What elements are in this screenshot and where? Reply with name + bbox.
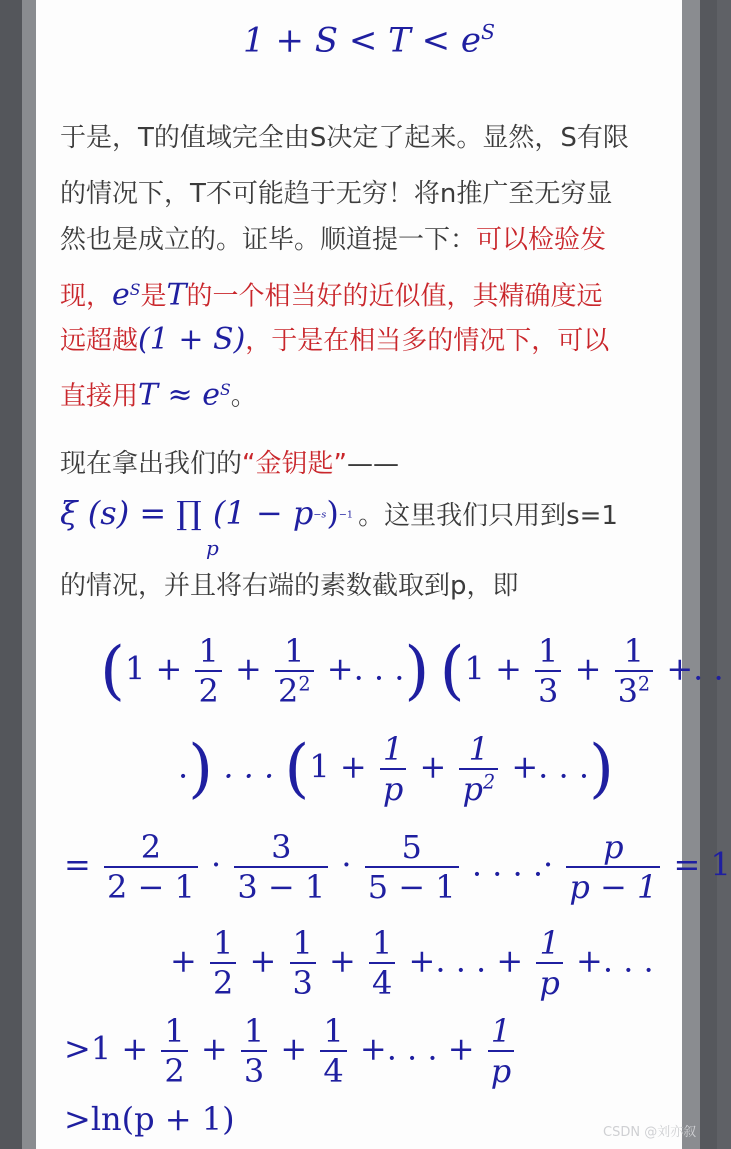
right-frame-inner xyxy=(682,0,700,1149)
eq-row2: .) . . . (1 + $\frac{1}{p}$ + $\frac{1}{p^2}$ +. . .) xyxy=(178,730,614,808)
article-page xyxy=(36,0,731,1149)
para1-line5: 远超越(1 + S)，于是在相当多的情况下，可以 xyxy=(60,322,610,357)
left-frame xyxy=(0,0,22,1149)
eq-row4: + $\frac{1}{2}$ + $\frac{1}{3}$ + $\frac{1}{4}$ +. . . + $\frac{1}{p}$ +. . . xyxy=(170,924,654,1002)
csdn-watermark: CSDN @刘亦叙 xyxy=(603,1125,697,1140)
left-frame-inner xyxy=(22,0,36,1149)
eq-row3: = $\frac{2}{2 - 1}$ · $\frac{3}{3 - 1}$ · $\frac{5}{5 - 1}$ . . . .· $\frac{p}{p - 1}$ = 1 xyxy=(64,828,731,906)
para2-line1: 现在拿出我们的“金钥匙”—— xyxy=(60,449,399,479)
right-frame xyxy=(700,0,717,1149)
zeta-formula-line: ξ (s) = ∏ p $(1 - p^{-s})^{-1}$ 。这里我们只用到s=1 xyxy=(60,494,618,560)
eq-row5: >1 + $\frac{1}{2}$ + $\frac{1}{3}$ + $\frac{1}{4}$ +. . . + $\frac{1}{p}$ xyxy=(64,1012,517,1090)
eq-row6: >ln(p + 1) xyxy=(64,1100,235,1138)
para1-line2: 的情况下，T不可能趋于无穷！将n推广至无穷显 xyxy=(60,179,613,209)
para1-line6: 直接用$T \approx e^S$。 xyxy=(60,377,257,413)
formula-top: $1 + S < T < e^S$ xyxy=(243,20,496,61)
eq-row1: (1 + $\frac{1}{2}$ + $\frac{1}{2^2}$ +. . .) (1 + $\frac{1}{3}$ + $\frac{1}{3^2}$ +. . xyxy=(100,632,724,710)
para1-line4: 现，$e^S$是T的一个相当好的近似值，其精确度远 xyxy=(60,277,603,313)
para1-line1: 于是，T的值域完全由S决定了起来。显然，S有限 xyxy=(60,123,629,153)
para1-line3: 然也是成立的。证毕。顺道提一下：可以检验发 xyxy=(60,225,607,255)
para2-line3: 的情况，并且将右端的素数截取到p，即 xyxy=(60,571,519,601)
